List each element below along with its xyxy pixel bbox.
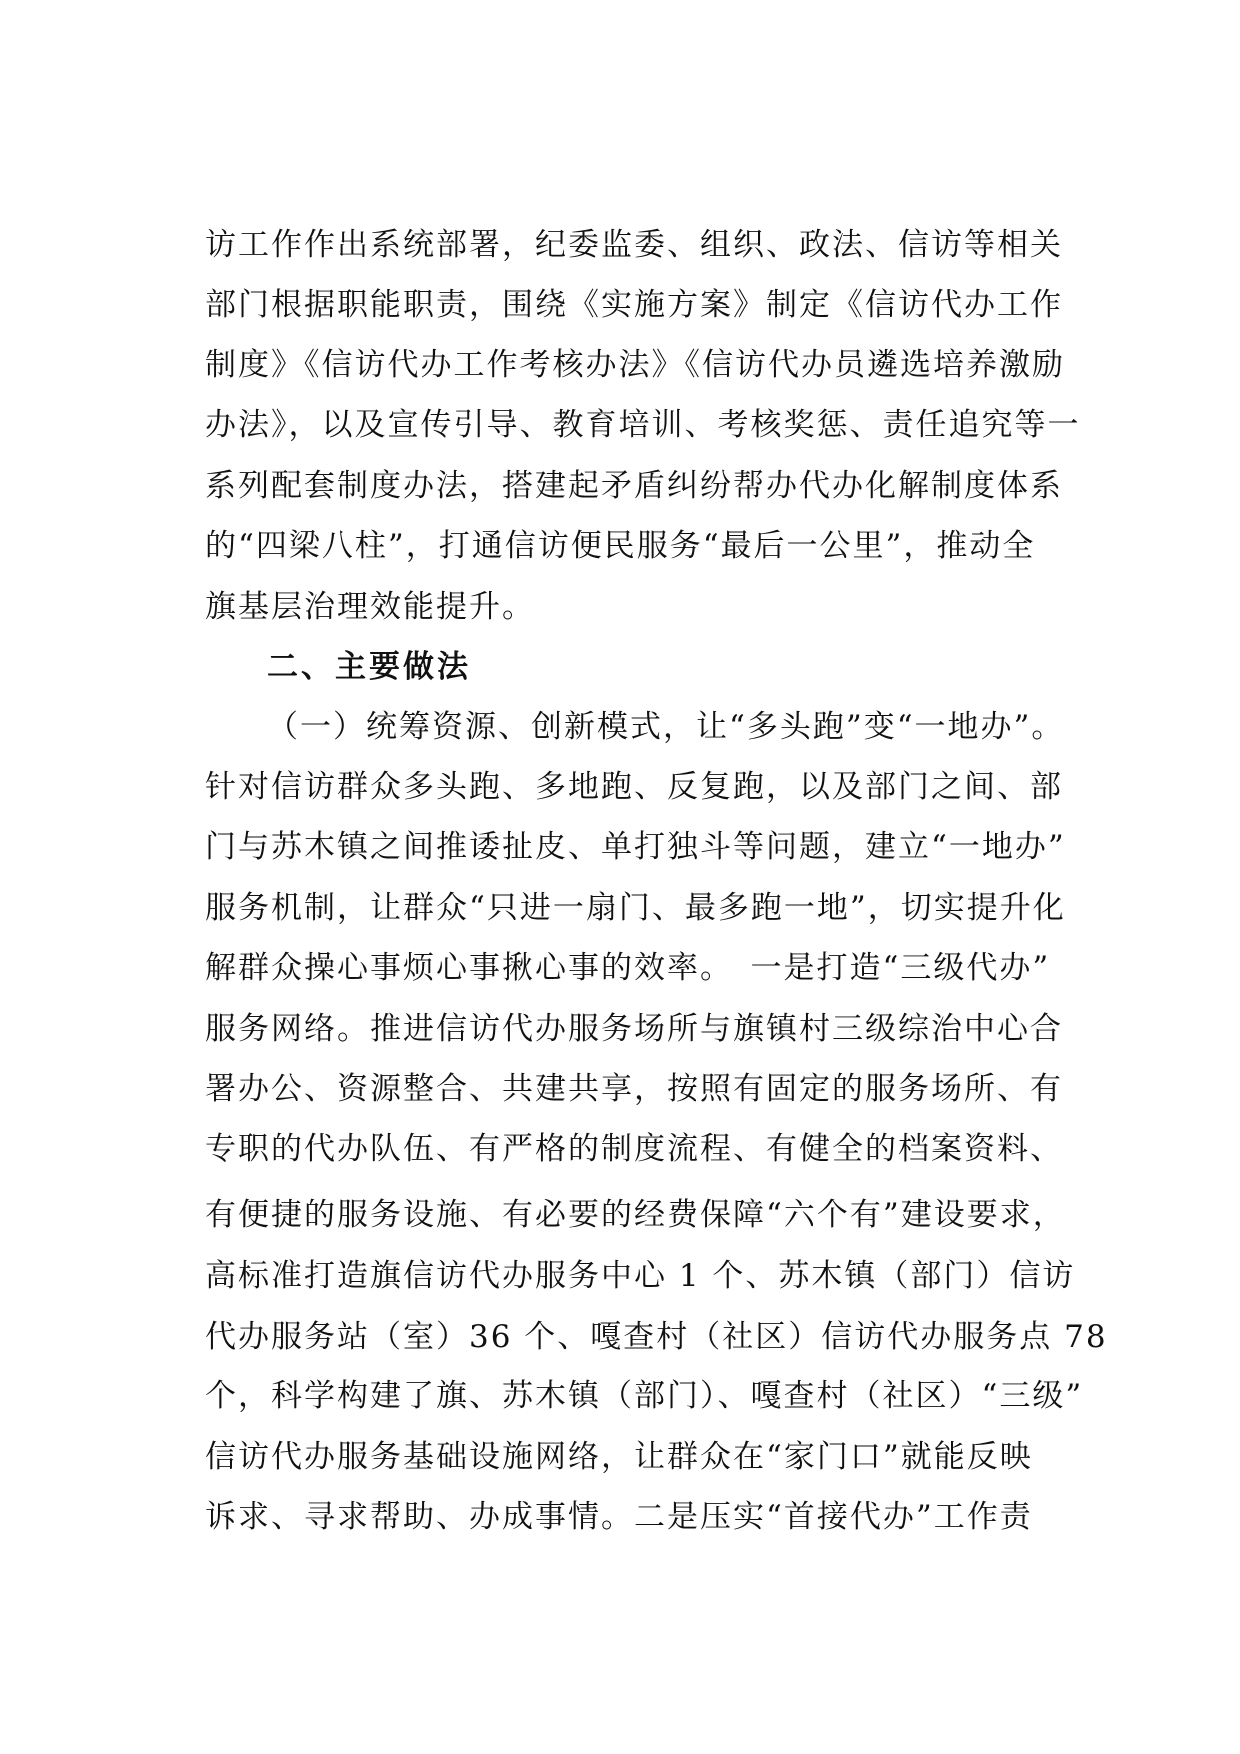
body-text-line: 办法》，以及宣传引导、教育培训、考核奖惩、责任追究等一	[205, 407, 1081, 443]
body-text-line: 有便捷的服务设施、有必要的经费保障“六个有”建设要求，	[205, 1197, 1066, 1233]
body-text-line: 访工作作出系统部署，纪委监委、组织、政法、信访等相关	[205, 227, 1063, 263]
body-text-line: 系列配套制度办法，搭建起矛盾纠纷帮办代办化解制度体系	[205, 468, 1063, 504]
body-text-line: 信访代办服务基础设施网络，让群众在“家门口”就能反映	[205, 1439, 1033, 1475]
body-text-line: 针对信访群众多头跑、多地跑、反复跑，以及部门之间、部	[205, 769, 1063, 805]
body-text-line: 专职的代办队伍、有严格的制度流程、有健全的档案资料、	[205, 1131, 1063, 1167]
section-heading: 二、主要做法	[267, 649, 471, 685]
body-text-line: 解群众操心事烦心事揪心事的效率。 一是打造“三级代办”	[205, 950, 1051, 986]
body-text-line: 高标准打造旗信访代办服务中心 1 个、苏木镇（部门）信访	[205, 1258, 1076, 1294]
body-text-line: 制度》《信访代办工作考核办法》《信访代办员遴选培养激励	[205, 347, 1065, 383]
body-text-line: 个，科学构建了旗、苏木镇（部门）、嘎查村（社区）“三级”	[205, 1378, 1084, 1414]
body-text-line: 服务网络。推进信访代办服务场所与旗镇村三级综治中心合	[205, 1011, 1063, 1047]
body-text-line: 门与苏木镇之间推诿扯皮、单打独斗等问题，建立“一地办”	[205, 829, 1066, 865]
body-text-line: 部门根据职能职责，围绕《实施方案》制定《信访代办工作	[205, 287, 1063, 323]
subsection-heading: （一）统筹资源、创新模式，让“多头跑”变“一地办”。	[267, 709, 1065, 745]
body-text-line: 代办服务站（室）36 个、嘎查村（社区）信访代办服务点 78	[205, 1319, 1108, 1355]
body-text-line: 旗基层治理效能提升。	[205, 589, 535, 625]
body-text-line: 诉求、寻求帮助、办成事情。二是压实“首接代办”工作责	[205, 1499, 1033, 1535]
body-text-line: 服务机制，让群众“只进一扇门、最多跑一地”，切实提升化	[205, 890, 1066, 926]
body-text-line: 署办公、资源整合、共建共享，按照有固定的服务场所、有	[205, 1071, 1063, 1107]
body-text-line: 的“四梁八柱”，打通信访便民服务“最后一公里”，推动全	[205, 528, 1036, 564]
